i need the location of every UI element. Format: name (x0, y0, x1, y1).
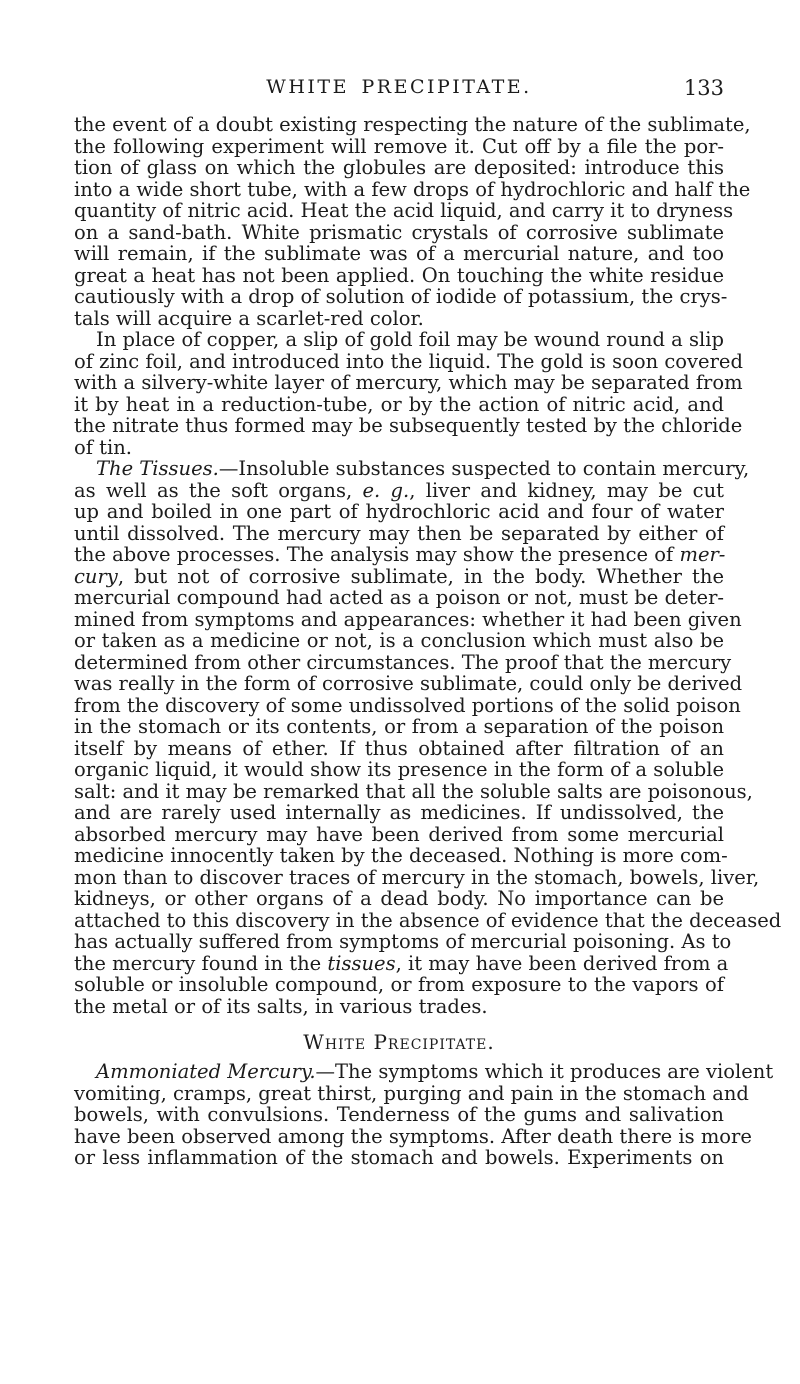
running-head (74, 76, 724, 106)
section-heading: White Precipitate. (303, 1030, 495, 1054)
paragraph-tissues (74, 457, 782, 1018)
text-line: the mercury found in the tissues, it may have been derived from a (74, 951, 729, 975)
italic-heading-ammoniated-mercury: Ammoniated Mercury. (96, 1060, 316, 1083)
text-line: attached to this discovery in the absence of evidence that the deceased (74, 908, 782, 932)
italic-text: e. g. (362, 478, 410, 502)
text-line: or less inflammation of the stomach and bowels. Experiments on (74, 1146, 724, 1169)
text-line: cury, but not of corrosive sublimate, in the body. Whether the (74, 564, 724, 588)
text-line: quantity of nitric acid. Heat the acid liquid, and carry it to dryness (74, 199, 734, 222)
text-line: into a wide short tube, with a few drops of hydrochloric and half the (74, 177, 751, 201)
text-line: tals will acquire a scarlet-red color. (74, 306, 424, 330)
text-line: medicine innocently taken by the deceased. Nothing is more com- (74, 844, 728, 867)
text-line: kidneys, or other organs of a dead body. No importance can be (74, 887, 724, 910)
text-line: as well as the soft organs, e. g., liver and kidney, may be cut (74, 478, 724, 502)
text-line: mercurial compound had acted as a poison or not, must be deter- (74, 586, 724, 609)
text-line: In place of copper, a slip of gold foil may be wound round a slip (96, 328, 724, 351)
running-title: WHITE PRECIPITATE. (266, 76, 532, 98)
text-line: until dissolved. The mercury may then be separated by either of (74, 521, 724, 545)
italic-text: tissues (327, 951, 396, 975)
text-line: the nitrate thus formed may be subsequently tested by the chloride (74, 414, 743, 437)
text-line: the event of a doubt existing respecting the nature of the sublimate, (74, 113, 751, 136)
text-line: it by heat in a reduction-tube, or by the action of nitric acid, and (74, 392, 724, 416)
text-line: or taken as a medicine or not, is a conclusion which must also be (74, 629, 724, 652)
paragraph-sublimate-test (74, 113, 751, 330)
text-line: Ammoniated Mercury.—The symptoms which it produces are violent (96, 1060, 774, 1083)
text-line: salt: and it may be remarked that all the soluble salts are poisonous, (74, 779, 753, 803)
text-line: vomiting, cramps, great thirst, purging and pain in the stomach and (74, 1081, 749, 1105)
text-line: the above processes. The analysis may show the presence of mer- (74, 543, 726, 566)
text-line: mon than to discover traces of mercury in the stomach, bowels, liver, (74, 865, 760, 889)
italic-text: mer- (679, 543, 726, 566)
italic-text: cury (74, 564, 118, 588)
body-text (74, 113, 782, 1169)
text-line: The Tissues.—Insoluble substances suspected to contain mercury, (96, 457, 750, 480)
text-line: the metal or of its salts, in various trades. (74, 994, 488, 1018)
italic-heading-tissues: The Tissues. (96, 457, 219, 480)
text-line: soluble or insoluble compound, or from exposure to the vapors of (74, 973, 724, 996)
paragraph-gold-foil (74, 328, 743, 459)
page-number: 133 (683, 76, 724, 100)
text-line: of tin. (74, 435, 132, 459)
text-line: and are rarely used internally as medicines. If undissolved, the (74, 801, 724, 824)
text-line: absorbed mercury may have been derived from some mercurial (74, 822, 724, 846)
text-line: up and boiled in one part of hydrochloric acid and four of water (74, 500, 724, 523)
text-line: will remain, if the sublimate was of a mercurial nature, and too (74, 242, 724, 265)
text-line: with a silvery-white layer of mercury, which may be separated from (74, 371, 743, 394)
text-line: determined from other circumstances. The proof that the mercury (74, 650, 732, 674)
text-line: the following experiment will remove it. Cut off by a file the por- (74, 134, 724, 158)
text-line: has actually suffered from symptoms of mercurial poisoning. As to (74, 930, 732, 953)
text-line: in the stomach or its contents, or from a separation of the poison (74, 715, 724, 738)
text-line: tion of glass on which the globules are deposited: introduce this (74, 156, 724, 179)
text-line: organic liquid, it would show its presence in the form of a soluble (74, 758, 724, 781)
text-line: of zinc foil, and introduced into the liquid. The gold is soon covered (74, 349, 743, 373)
text-line: on a sand-bath. White prismatic crystals of corrosive sublimate (74, 220, 724, 244)
text-line: great a heat has not been applied. On touching the white residue (74, 263, 724, 287)
text-line: have been observed among the symptoms. After death there is more (74, 1124, 752, 1148)
text-line: bowels, with convulsions. Tenderness of the gums and salivation (74, 1103, 724, 1126)
text-line: cautiously with a drop of solution of iodide of potassium, the crys- (74, 285, 728, 308)
paragraph-ammoniated-mercury (74, 1060, 774, 1169)
text-line: mined from symptoms and appearances: whether it had been given (74, 607, 742, 631)
text-line: from the discovery of some undissolved portions of the solid poison (74, 693, 741, 717)
text-line: was really in the form of corrosive sublimate, could only be derived (74, 672, 743, 695)
text-line: itself by means of ether. If thus obtained after filtration of an (74, 736, 724, 760)
